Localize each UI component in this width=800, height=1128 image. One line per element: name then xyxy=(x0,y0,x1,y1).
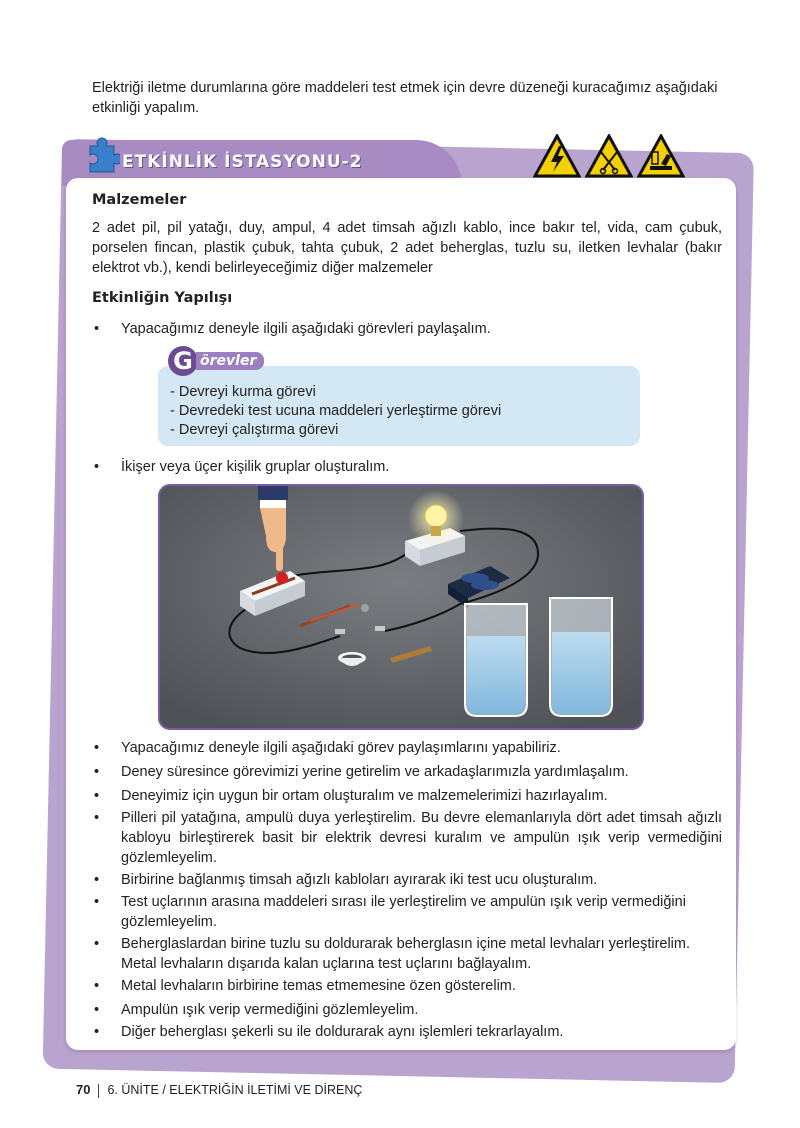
bullet-dot: • xyxy=(94,321,100,337)
bullet-dot: • xyxy=(94,788,100,804)
bulb-holder xyxy=(405,490,465,566)
step-5: Birbirine bağlanmış timsah ağızlı kabloları ayırarak iki test ucu oluşturalım. xyxy=(121,872,598,888)
task-item: - Devredeki test ucuna maddeleri yerleştirme görevi xyxy=(170,403,502,419)
bullet-dot: • xyxy=(94,459,100,475)
high-voltage-warning-icon xyxy=(533,134,581,178)
list-item xyxy=(92,976,722,996)
sharp-tools-warning-icon xyxy=(585,134,633,178)
puzzle-icon xyxy=(84,136,120,176)
step-10: Diğer beherglası şekerli su ile doldurarak aynı işlemleri tekrarlayalım. xyxy=(121,1024,564,1040)
step-1: Yapacağımız deneyle ilgili aşağıdaki görev paylaşımlarını yapabiliriz. xyxy=(121,740,561,756)
step-6: Test uçlarının arasına maddeleri sırası ile yerleştirelim ve ampulün ışık verip vermediğini gözlemleyelim. xyxy=(121,894,686,930)
footer-divider xyxy=(98,1084,99,1098)
bullet-dot: • xyxy=(94,978,100,994)
bullet-dot: • xyxy=(94,810,100,826)
list-item xyxy=(92,892,722,932)
list-item xyxy=(92,762,722,782)
step-9: Ampulün ışık verip vermediğini gözlemleyelim. xyxy=(121,1002,419,1018)
chemical-warning-icon xyxy=(637,134,685,178)
list-item xyxy=(92,808,722,868)
procedure-bullet-1: Yapacağımız deneyle ilgili aşağıdaki görevleri paylaşalım. xyxy=(121,321,491,337)
materials-heading: Malzemeler xyxy=(92,192,187,208)
station-title: ETKİNLİK İSTASYONU-2 xyxy=(122,152,363,172)
page-number: 70 xyxy=(76,1082,91,1097)
list-item xyxy=(92,1022,722,1042)
intro-text: Elektriği iletme durumlarına göre maddeleri test etmek için devre düzeneği kuracağımız aşağıdaki etkinliği yapalım. xyxy=(92,80,718,116)
materials-text: 2 adet pil, pil yatağı, duy, ampul, 4 adet timsah ağızlı kablo, ince bakır tel, vida, cam çubuk, porselen fincan, plastik çubuk, tahta çubuk, 2 adet beherglas, tuzlu su, iletken levhalar (bakır elektrot vb.), kendi belirleyeceğimiz diğer malzemeler xyxy=(92,220,722,276)
tasks-list xyxy=(170,383,501,440)
list-item xyxy=(92,1000,722,1020)
tasks-badge xyxy=(168,346,264,376)
procedure-heading: Etkinliğin Yapılışı xyxy=(92,290,233,306)
list-item xyxy=(92,319,722,339)
procedure-bullet-2: İkişer veya üçer kişilik gruplar oluşturalım. xyxy=(121,459,390,475)
list-item xyxy=(92,870,722,890)
warning-icons xyxy=(533,134,685,178)
step-2: Deney süresince görevimizi yerine getirelim ve arkadaşlarımızla yardımlaşalım. xyxy=(121,764,629,780)
task-item: - Devreyi kurma görevi xyxy=(170,384,316,400)
circuit-illustration xyxy=(158,484,644,730)
bullet-dot: • xyxy=(94,1002,100,1018)
list-item xyxy=(92,457,722,477)
beaker-right xyxy=(550,598,612,716)
tasks-badge-word: örevler xyxy=(196,352,264,370)
beaker-left xyxy=(465,604,527,716)
list-item xyxy=(92,786,722,806)
unit-title: 6. ÜNİTE / ELEKTRİĞİN İLETİMİ VE DİRENÇ xyxy=(107,1083,363,1097)
page-footer xyxy=(76,1082,362,1098)
step-8: Metal levhaların birbirine temas etmemesine özen gösterelim. xyxy=(121,978,516,994)
bullet-dot: • xyxy=(94,936,100,952)
bullet-dot: • xyxy=(94,1024,100,1040)
step-3: Deneyimiz için uygun bir ortam oluşturalım ve malzemelerimizi hazırlayalım. xyxy=(121,788,608,804)
bullet-dot: • xyxy=(94,764,100,780)
bullet-dot: • xyxy=(94,872,100,888)
step-4: Pilleri pil yatağına, ampulü duya yerleştirelim. Bu devre elemanlarıyla dört adet timsah ağızlı kabloyu birleştirerek basit bir elektrik devresi kuralım ve ampulün ışık verip vermediğini gözlemleyelim. xyxy=(121,810,722,866)
tasks-badge-letter: G xyxy=(168,346,198,376)
list-item xyxy=(92,934,722,974)
bullet-dot: • xyxy=(94,894,100,910)
task-item: - Devreyi çalıştırma görevi xyxy=(170,422,339,438)
list-item xyxy=(92,738,722,758)
circuit-scene xyxy=(160,486,642,728)
step-7: Beherglaslardan birine tuzlu su doldurarak beherglasın içine metal levhaları yerleştirelim. Metal levhaların dışarıda kalan uçlarına test uçlarını bağlayalım. xyxy=(121,936,691,972)
bullet-dot: • xyxy=(94,740,100,756)
